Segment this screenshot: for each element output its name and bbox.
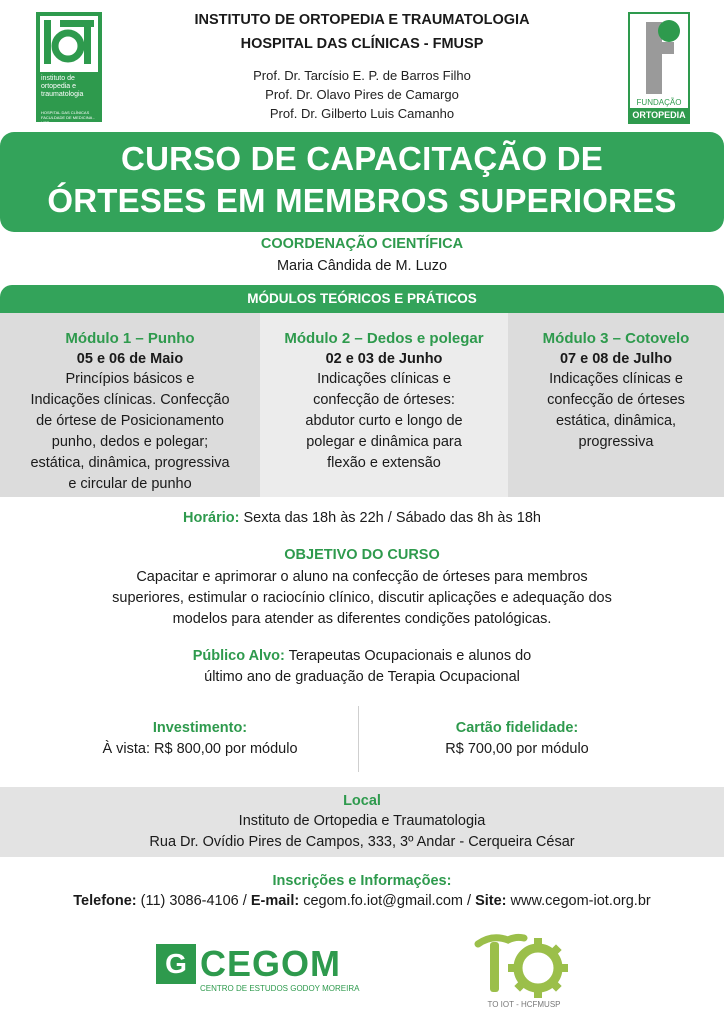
target-audience [120, 646, 604, 688]
to-logo-text: TO IOT - HCFMUSP [487, 1000, 561, 1009]
modules-panel [0, 313, 724, 497]
module-description-line: e circular de punho [68, 476, 192, 492]
contact-line [0, 893, 724, 909]
professor-name: Prof. Dr. Tarcísio E. P. de Barros Filho [253, 68, 471, 83]
professor-name: Prof. Dr. Gilberto Luis Camanho [269, 106, 455, 121]
iot-logo-line: ortopedia e [41, 83, 77, 90]
cegom-logo-subtitle: CENTRO DE ESTUDOS GODOY MOREIRA [200, 984, 360, 993]
investment-label: Investimento: [152, 720, 248, 736]
module-description [260, 369, 508, 474]
investment-value: À vista: R$ 800,00 por módulo [102, 741, 298, 757]
iot-logo-line: traumatologia [41, 91, 84, 98]
module-description-line: estática, dinâmica, [555, 413, 677, 429]
iot-logo [36, 12, 102, 125]
header [0, 0, 724, 140]
audience-line2: último ano de graduação de Terapia Ocupacional [204, 669, 520, 685]
to-iot-logo [472, 930, 572, 1014]
module-dates: 07 e 08 de Julho [559, 351, 673, 367]
iot-letters-icon [40, 16, 98, 72]
loyalty-label: Cartão fidelidade: [455, 720, 579, 736]
objective-label: OBJETIVO DO CURSO [284, 547, 440, 563]
module-title: Módulo 2 – Dedos e polegar [284, 330, 484, 347]
location-line1: Instituto de Ortopedia e Traumatologia [238, 813, 486, 829]
coordination-label: COORDENAÇÃO CIENTÍFICA [260, 236, 464, 252]
schedule [0, 510, 724, 526]
audience-line1: Terapeutas Ocupacionais e alunos do [284, 648, 532, 664]
registration-label: Inscrições e Informações: [272, 873, 452, 889]
location-section [0, 787, 724, 857]
module-description-line: Indicações clínicas. Confecção [30, 392, 230, 408]
module-description-line: punho, dedos e polegar; [51, 434, 209, 450]
module-description-line: Princípios básicos e [65, 371, 195, 387]
iot-logo-small-line: FACULDADE DE MEDICINA - USP [41, 115, 95, 125]
module-description-line: progressiva [578, 434, 654, 450]
module-card [508, 313, 724, 497]
iot-logo-small-line: HOSPITAL DAS CLÍNICAS [41, 110, 90, 115]
module-description-line: Indicações clínicas e [549, 371, 683, 387]
loyalty-block [372, 718, 662, 760]
hospital-name: HOSPITAL DAS CLÍNICAS - FMUSP [240, 36, 484, 52]
fundacao-logo-dot [658, 20, 680, 42]
iot-logo-line: instituto de [41, 75, 75, 82]
module-description [508, 369, 724, 453]
professor-name: Prof. Dr. Olavo Pires de Camargo [265, 87, 459, 102]
site-label: Site: [475, 893, 507, 909]
module-description-line: Indicações clínicas e [317, 371, 451, 387]
loyalty-value: R$ 700,00 por módulo [445, 741, 589, 757]
module-description-line: confecção de órteses [547, 392, 685, 408]
location-label: Local [343, 793, 381, 809]
coordination-section [0, 232, 724, 284]
module-dates: 05 e 06 de Maio [76, 351, 184, 367]
fundacao-logo-line2: ORTOPEDIA [630, 108, 688, 122]
module-description-line: polegar e dinâmica para [306, 434, 462, 450]
fundacao-logo-bar [646, 42, 674, 54]
cegom-logo [156, 942, 376, 998]
objective-line: modelos para atender as diferentes condições patológicas. [172, 611, 552, 627]
email-address: cegom.fo.iot@gmail.com / [299, 893, 476, 909]
course-title-line2: ÓRTESES EM MEMBROS SUPERIORES [47, 182, 677, 219]
location-line2: Rua Dr. Ovídio Pires de Campos, 333, 3º Andar - Cerqueira César [149, 834, 575, 850]
phone-number: (11) 3086-4106 / [136, 893, 251, 909]
objective-line: superiores, estimular o raciocínio clínico, discutir aplicações e adequação dos [112, 590, 612, 606]
module-title: Módulo 3 – Cotovelo [542, 330, 690, 347]
iot-logo-text [41, 75, 101, 99]
modules-heading-band [0, 285, 724, 313]
module-card [260, 313, 508, 497]
schedule-label: Horário: [183, 510, 240, 526]
module-description-line: estática, dinâmica, progressiva [30, 455, 230, 471]
module-description-line: flexão e extensão [327, 455, 441, 471]
site-url: www.cegom-iot.org.br [506, 893, 651, 909]
module-dates: 02 e 03 de Junho [325, 351, 443, 367]
modules-heading: MÓDULOS TEÓRICOS E PRÁTICOS [247, 291, 477, 306]
audience-label: Público Alvo: [192, 648, 285, 664]
module-description-line: abdutor curto e longo de [305, 413, 463, 429]
module-title: Módulo 1 – Punho [65, 330, 195, 347]
module-description-line: confecção de órteses: [313, 392, 455, 408]
course-title-line1: CURSO DE CAPACITAÇÃO DE [121, 140, 603, 177]
email-label: E-mail: [250, 893, 300, 909]
objective-text [40, 567, 684, 630]
pricing-divider [358, 706, 359, 772]
module-description-line: de órtese de Posicionamento [36, 413, 224, 429]
fundacao-ortopedia-logo [628, 12, 690, 124]
to-gear-icon [472, 930, 572, 1000]
iot-logo-mark [40, 16, 98, 72]
institute-name: INSTITUTO DE ORTOPEDIA E TRAUMATOLOGIA [194, 12, 530, 28]
module-card [0, 313, 260, 497]
cegom-logo-mark: G [156, 944, 196, 984]
cegom-logo-word: CEGOM [200, 943, 342, 984]
schedule-text: Sexta das 18h às 22h / Sábado das 8h às 18h [239, 510, 541, 526]
coordinator-name: Maria Cândida de M. Luzo [276, 258, 448, 274]
iot-logo-small [41, 110, 101, 125]
fundacao-logo-line1: FUNDAÇÃO [636, 98, 682, 107]
investment-block [40, 718, 360, 760]
objective-line: Capacitar e aprimorar o aluno na confecção de órteses para membros [136, 569, 588, 585]
phone-label: Telefone: [73, 893, 137, 909]
module-description [0, 369, 260, 495]
